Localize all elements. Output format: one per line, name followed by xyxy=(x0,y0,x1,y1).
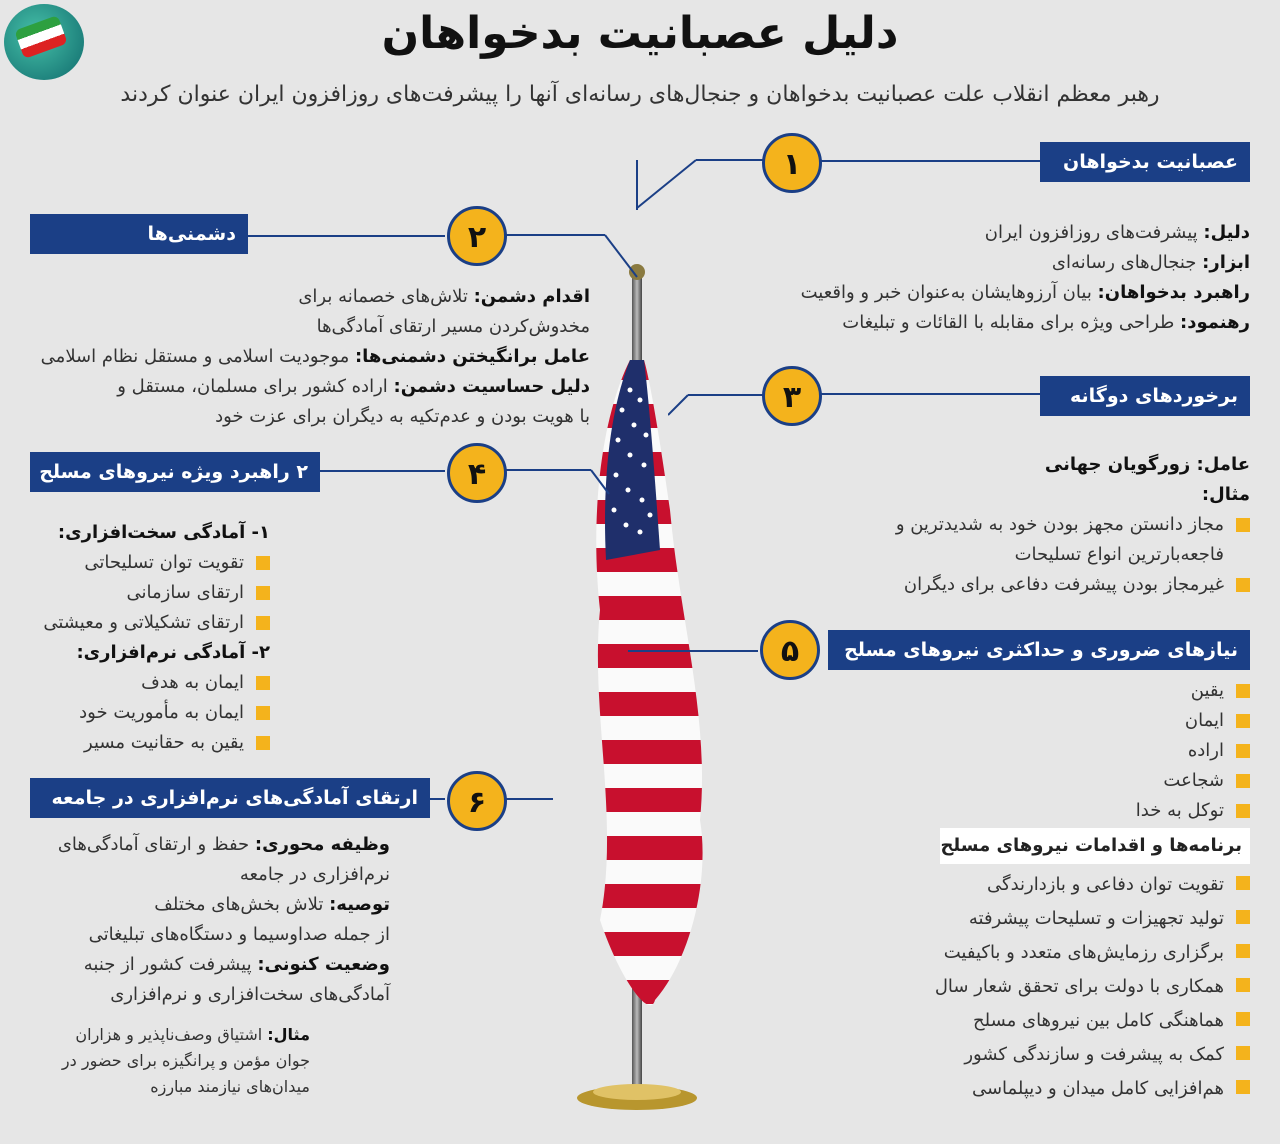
s3-item: مجاز دانستن مجهز بودن خود به شدیدترین و xyxy=(830,510,1250,540)
section-5-heading: نیازهای ضروری و حداکثری نیروهای مسلح xyxy=(828,630,1250,670)
s4-group-title: ۱- آمادگی سخت‌افزاری: xyxy=(57,522,270,543)
page-title: دلیل عصبانیت بدخواهان xyxy=(381,8,899,59)
section-1-heading: عصبانیت بدخواهان xyxy=(1040,142,1250,182)
section-5-number: ۵ xyxy=(760,620,820,680)
s5-item: توکل به خدا xyxy=(1050,796,1250,826)
s4-item: یقین به حقانیت مسیر xyxy=(30,728,270,758)
s6-line: توصیه: تلاش بخش‌های مختلف xyxy=(154,894,390,915)
s6-line: وضعیت کنونی: پیشرفت کشور از جنبه xyxy=(83,954,390,975)
s1-row: ابزار: جنجال‌های رسانه‌ای xyxy=(1051,252,1250,273)
connector-1-right xyxy=(820,160,1040,162)
program-item: هماهنگی کامل بین نیروهای مسلح xyxy=(920,1004,1250,1038)
page-subtitle: رهبر معظم انقلاب علت عصبانیت بدخواهان و جنجال‌های رسانه‌ای آنها را پیشرفت‌های روزافزون ایران عنوان کردند xyxy=(120,82,1160,107)
s4-item: ارتقای سازمانی xyxy=(30,578,270,608)
connector-4-diagonal xyxy=(505,468,615,498)
connector-6-left xyxy=(430,798,445,800)
s3-item: غیرمجاز بودن پیشرفت دفاعی برای دیگران xyxy=(830,570,1250,600)
connector-5-left xyxy=(628,650,758,652)
s4-item: ایمان به مأموریت خود xyxy=(30,698,270,728)
connector-1-diagonal xyxy=(636,158,766,218)
s6-example-line: مثال: اشتیاق وصف‌ناپذیر و هزاران xyxy=(75,1025,310,1044)
section-5-programs xyxy=(920,868,1250,1106)
s4-group-title: ۲- آمادگی نرم‌افزاری: xyxy=(76,642,270,663)
section-2-number: ۲ xyxy=(447,206,507,266)
program-item: تقویت توان دفاعی و بازدارندگی xyxy=(920,868,1250,902)
s1-row: دلیل: پیشرفت‌های روزافزون ایران xyxy=(984,222,1250,243)
connector-4-left xyxy=(320,470,445,472)
section-4-text xyxy=(30,518,270,758)
program-item: هم‌افزایی کامل میدان و دیپلماسی xyxy=(920,1072,1250,1106)
s6-line: نرم‌افزاری در جامعه xyxy=(239,864,390,885)
section-1-text xyxy=(770,218,1250,338)
s6-line: وظیفه محوری: حفظ و ارتقای آمادگی‌های xyxy=(57,834,390,855)
s3-item-cont: فاجعه‌بارترین انواع تسلیحات xyxy=(1014,544,1224,565)
s3-agent: عامل: زورگویان جهانی xyxy=(1044,454,1250,475)
s2-line: اقدام دشمن: تلاش‌های خصمانه برای xyxy=(298,286,590,307)
s6-example-line: میدان‌های نیازمند مبارزه xyxy=(150,1077,310,1096)
program-item: همکاری با دولت برای تحقق شعار سال xyxy=(920,970,1250,1004)
section-6-number: ۶ xyxy=(447,771,507,831)
s2-line: مخدوش‌کردن مسیر ارتقای آمادگی‌ها xyxy=(316,316,590,337)
section-2-heading: دشمنی‌ها xyxy=(30,214,248,254)
section-3-heading: برخوردهای دوگانه xyxy=(1040,376,1250,416)
s5-item: ایمان xyxy=(1050,706,1250,736)
section-6-heading: ارتقای آمادگی‌های نرم‌افزاری در جامعه xyxy=(30,778,430,818)
s2-line: دلیل حساسیت دشمن: اراده کشور برای مسلمان، مستقل و xyxy=(117,376,590,397)
section-4-heading: ۲ راهبرد ویژه نیروهای مسلح xyxy=(30,452,320,492)
program-item: کمک به پیشرفت و سازندگی کشور xyxy=(920,1038,1250,1072)
flag-illustration xyxy=(560,260,760,1130)
s5-item: یقین xyxy=(1050,676,1250,706)
programs-heading: برنامه‌ها و اقدامات نیروهای مسلح xyxy=(940,828,1250,864)
s6-line: از جمله صداوسیما و دستگاه‌های تبلیغاتی xyxy=(88,924,390,945)
program-item: تولید تجهیزات و تسلیحات پیشرفته xyxy=(920,902,1250,936)
section-2-text xyxy=(30,282,590,432)
connector-6-right xyxy=(505,798,553,800)
section-3-text xyxy=(830,450,1250,600)
program-item: برگزاری رزمایش‌های متعدد و باکیفیت xyxy=(920,936,1250,970)
connector-2-left xyxy=(245,235,445,237)
section-4-number: ۴ xyxy=(447,443,507,503)
s6-line: آمادگی‌های سخت‌افزاری و نرم‌افزاری xyxy=(110,984,390,1005)
s1-row: رهنمود: طراحی ویژه برای مقابله با القائات و تبلیغات xyxy=(842,312,1250,333)
s4-item: ارتقای تشکیلاتی و معیشتی xyxy=(30,608,270,638)
connector-3 xyxy=(668,393,768,417)
s4-item: ایمان به هدف xyxy=(30,668,270,698)
section-3-number: ۳ xyxy=(762,366,822,426)
section-6-text xyxy=(30,830,390,1010)
connector-2-diagonal xyxy=(505,233,645,283)
s1-row: راهبرد بدخواهان: بیان آرزوهایشان به‌عنوان خبر و واقعیت xyxy=(800,282,1250,303)
s6-example-line: جوان مؤمن و پرانگیزه برای حضور در xyxy=(61,1051,310,1070)
s2-line: با هویت بودن و عدم‌تکیه به دیگران برای عزت خود xyxy=(215,406,590,427)
connector-3-right xyxy=(820,393,1040,395)
flag-base-top xyxy=(593,1084,681,1100)
s4-item: تقویت توان تسلیحاتی xyxy=(30,548,270,578)
s5-item: شجاعت xyxy=(1050,766,1250,796)
s2-line: عامل برانگیختن دشمنی‌ها: موجودیت اسلامی و مستقل نظام اسلامی xyxy=(40,346,590,367)
s5-item: اراده xyxy=(1050,736,1250,766)
section-1-number: ۱ xyxy=(762,133,822,193)
section-6-example xyxy=(30,1022,310,1100)
s3-example: مثال: xyxy=(1201,484,1250,505)
section-5-needs xyxy=(1050,676,1250,826)
